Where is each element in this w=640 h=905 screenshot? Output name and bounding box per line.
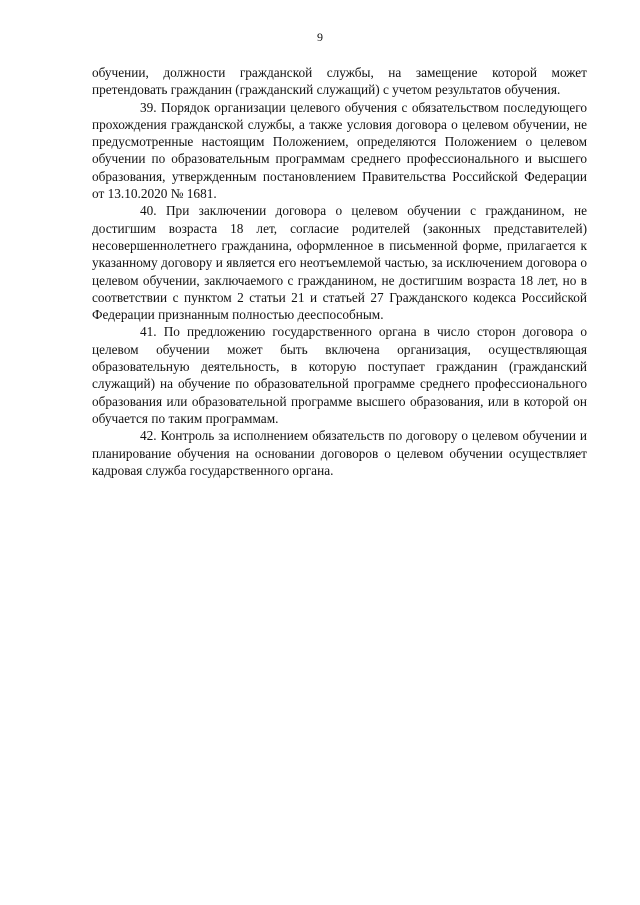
paragraph-40: 40. При заключении договора о целевом обучении с гражданином, не достигшим возраста 18 лет, согласие родителей (законных представителей) несовершеннолетнего гражданина, оформленное в письменной форме, прилагается к указанному договору и является его неотъемлемой частью, за исключением договора о целевом обучении, заключаемого с гражданином, не достигшим возраста 18 лет, но в соответствии с пунктом 2 статьи 21 и статьей 27 Гражданского кодекса Российской Федерации признанным полностью дееспособным.	[92, 203, 587, 323]
paragraph-continuation: обучении, должности гражданской службы, на замещение которой может претендовать гражданин (гражданский служащий) с учетом результатов обучения.	[92, 65, 587, 98]
document-body	[92, 64, 587, 479]
paragraph-39: 39. Порядок организации целевого обучения с обязательством последующего прохождения гражданской службы, а также условия договора о целевом обучении, не предусмотренные настоящим Положением, определяются Положением о целевом обучении по образовательным программам среднего профессионального и высшего образования, утвержденным постановлением Правительства Российской Федерации от 13.10.2020 № 1681.	[92, 99, 587, 202]
paragraph-42: 42. Контроль за исполнением обязательств по договору о целевом обучении и планирование обучения на основании договоров о целевом обучении осуществляет кадровая служба государственного органа.	[92, 428, 587, 478]
paragraph-41: 41. По предложению государственного органа в число сторон договора о целевом обучении может быть включена организация, осуществляющая образовательную деятельность, в которую поступает гражданин (гражданский служащий) на обучение по образовательной программе среднего профессионального образования или образовательной программе высшего образования, или в которой он обучается по таким программам.	[92, 324, 587, 426]
page-number: 9	[317, 30, 323, 44]
